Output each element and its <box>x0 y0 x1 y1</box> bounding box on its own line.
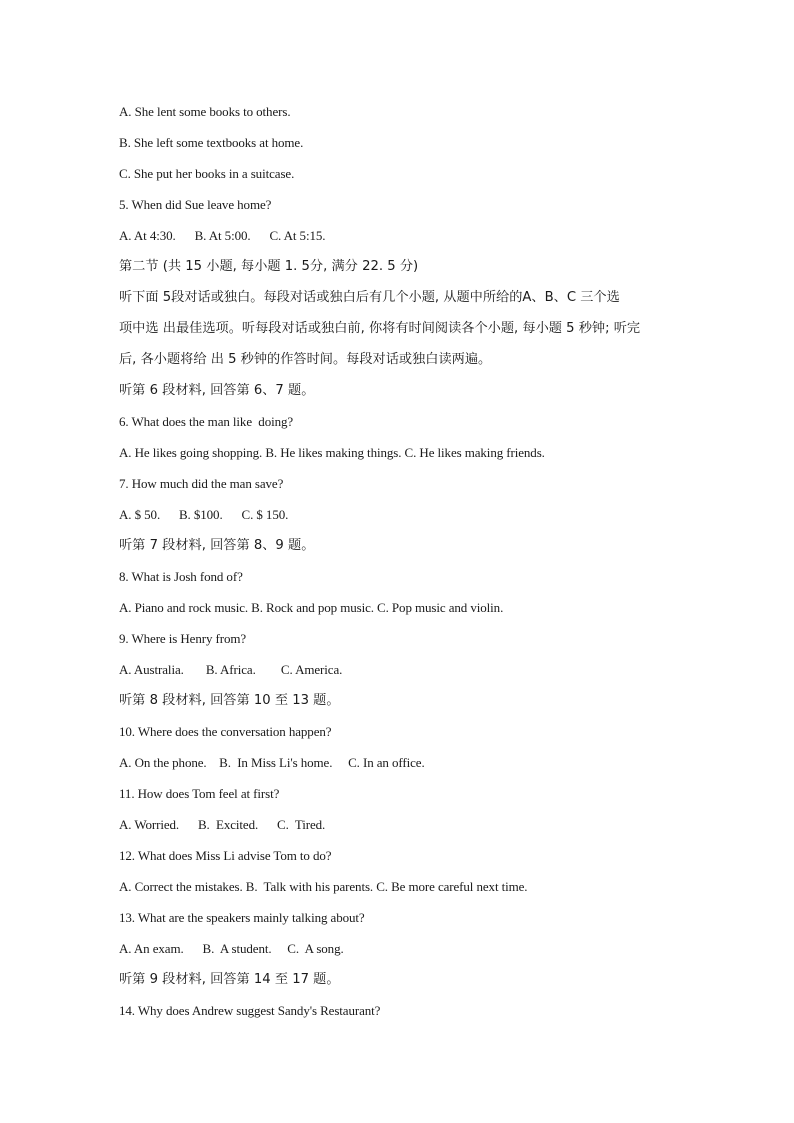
question-line: 12. What does Miss Li advise Tom to do? <box>119 848 332 863</box>
question-line: 10. Where does the conversation happen? <box>119 724 332 739</box>
question-line: 11. How does Tom feel at first? <box>119 786 280 801</box>
question-line: 7. How much did the man save? <box>119 476 284 491</box>
question-line: 9. Where is Henry from? <box>119 631 247 646</box>
option-line: B. She left some textbooks at home. <box>119 135 304 150</box>
question-line: 6. What does the man like doing? <box>119 414 294 429</box>
question-line: 13. What are the speakers mainly talking about? <box>119 910 365 925</box>
material-heading: 听第 9 段材料, 回答第 14 至 17 题。 <box>119 972 340 987</box>
material-heading: 听第 6 段材料, 回答第 6、7 题。 <box>119 383 315 398</box>
instructions-line: 听下面 5段对话或独白。每段对话或独白后有几个小题, 从题中所给的A、B、C 三个选 <box>119 290 620 305</box>
option-line: A. An exam. B. A student. C. A song. <box>119 941 344 956</box>
material-heading: 听第 8 段材料, 回答第 10 至 13 题。 <box>119 693 340 708</box>
material-heading: 听第 7 段材料, 回答第 8、9 题。 <box>119 538 315 553</box>
section-heading: 第二节 (共 15 小题, 每小题 1. 5分, 满分 22. 5 分) <box>119 259 419 274</box>
question-line: 5. When did Sue leave home? <box>119 197 272 212</box>
option-line: A. Australia. B. Africa. C. America. <box>119 662 343 677</box>
document-page <box>119 100 689 1030</box>
instructions-line: 项中选 出最佳选项。听每段对话或独白前, 你将有时间阅读各个小题, 每小题 5 秒钟; 听完 <box>119 321 641 336</box>
option-line: A. She lent some books to others. <box>119 104 291 119</box>
option-line: A. On the phone. B. In Miss Li's home. C. In an office. <box>119 755 425 770</box>
option-line: A. At 4:30. B. At 5:00. C. At 5:15. <box>119 228 326 243</box>
option-line: A. Correct the mistakes. B. Talk with his parents. C. Be more careful next time. <box>119 879 528 894</box>
question-line: 14. Why does Andrew suggest Sandy's Restaurant? <box>119 1003 381 1018</box>
instructions-line: 后, 各小题将给 出 5 秒钟的作答时间。每段对话或独白读两遍。 <box>119 352 492 367</box>
option-line: A. Worried. B. Excited. C. Tired. <box>119 817 326 832</box>
option-line: A. Piano and rock music. B. Rock and pop music. C. Pop music and violin. <box>119 600 504 615</box>
question-line: 8. What is Josh fond of? <box>119 569 243 584</box>
option-line: A. $ 50. B. $100. C. $ 150. <box>119 507 289 522</box>
option-line: C. She put her books in a suitcase. <box>119 166 295 181</box>
option-line: A. He likes going shopping. B. He likes making things. C. He likes making friends. <box>119 445 545 460</box>
